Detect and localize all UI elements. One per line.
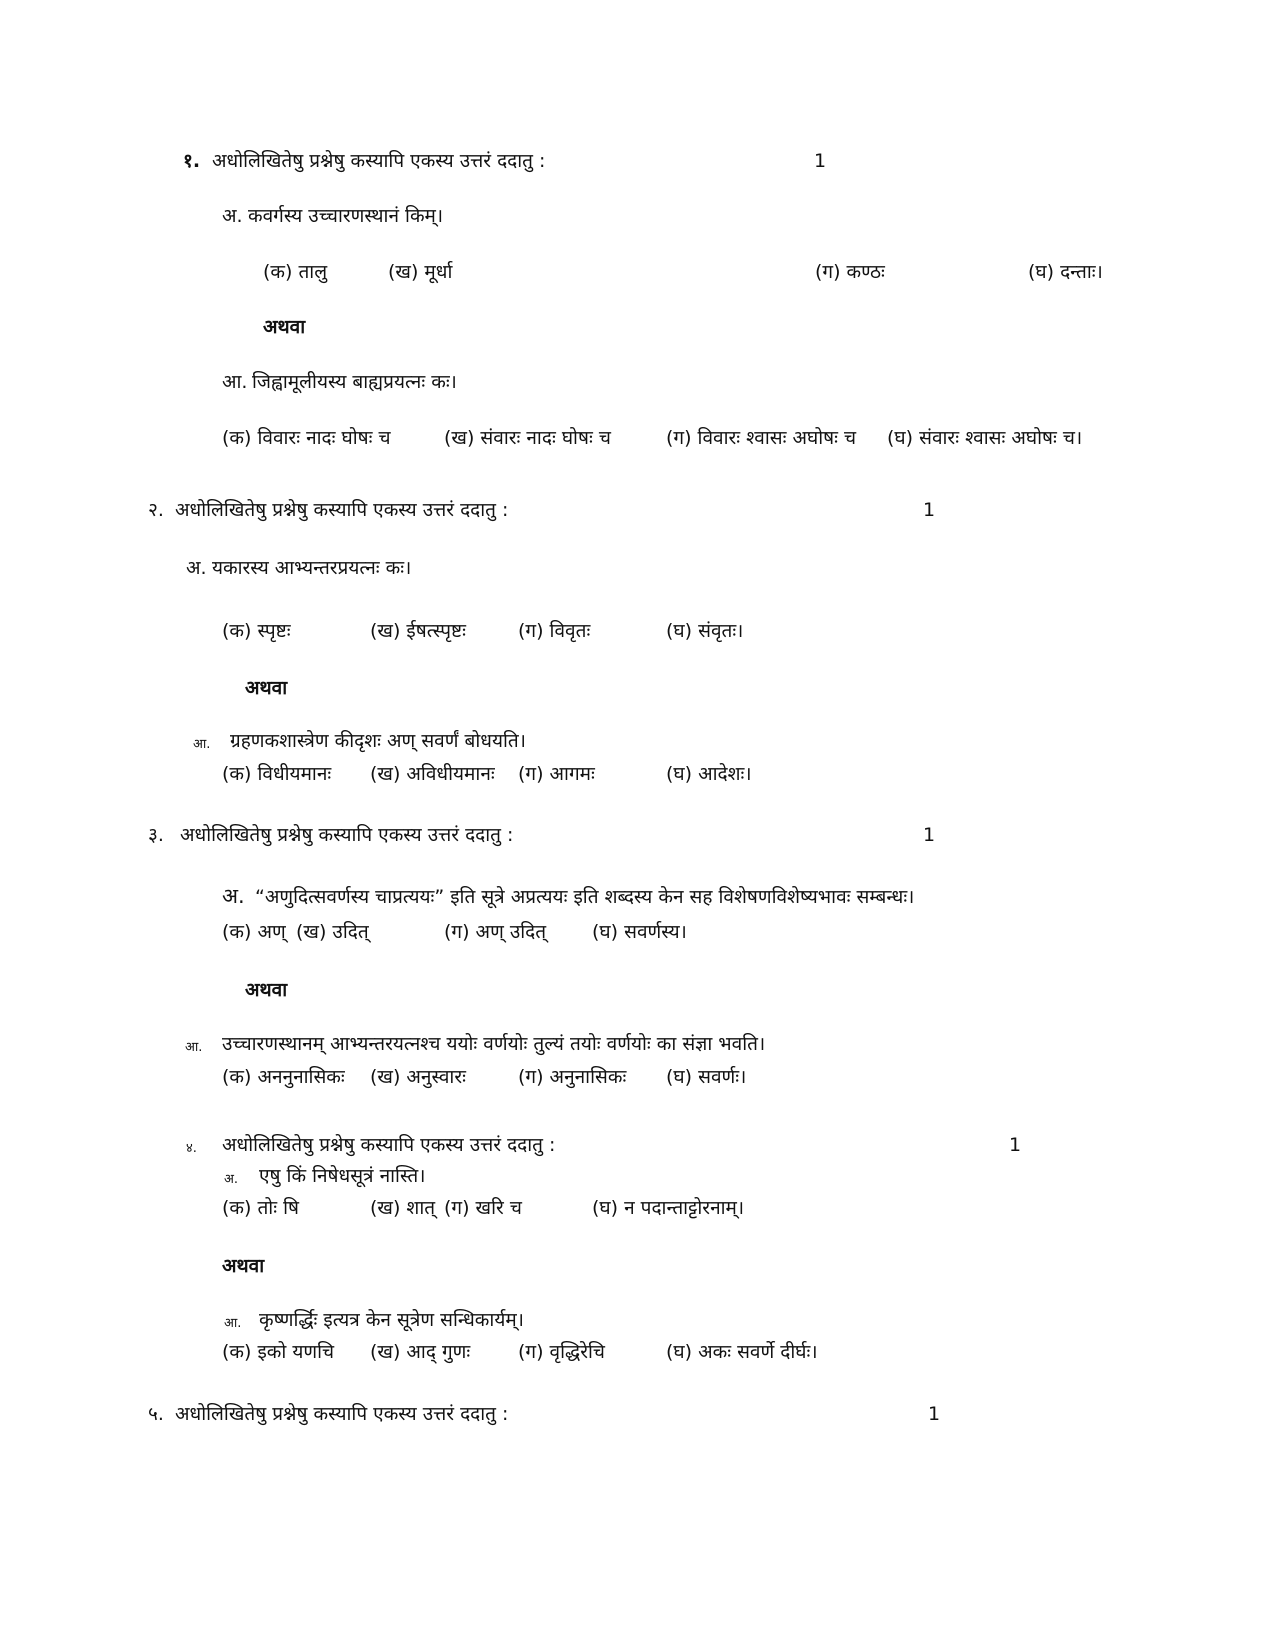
question-marks: 1	[923, 499, 936, 521]
option-gha: (घ) अकः सवर्णे दीर्घः।	[666, 1341, 818, 1363]
option-kha: (ख) उदित्	[296, 921, 369, 943]
option-ka: (क) तोः षि	[222, 1197, 299, 1219]
option-kha: (ख) संवारः नादः घोषः च	[444, 427, 611, 449]
option-ka: (क) इको यणचि	[222, 1341, 335, 1363]
option-ga: (ग) अनुनासिकः	[518, 1066, 627, 1088]
sub-question-label: अ.	[222, 884, 245, 908]
option-kha: (ख) शात्	[370, 1197, 436, 1219]
option-gha: (घ) सवर्णः।	[666, 1066, 747, 1088]
question-marks: 1	[923, 824, 936, 846]
question-heading: अधोलिखितेषु प्रश्नेषु कस्यापि एकस्य उत्तरं ददातु :	[212, 150, 546, 172]
sub-question-label: आ.	[222, 371, 248, 393]
question-number: १.	[183, 150, 201, 172]
option-ka: (क) विवारः नादः घोषः च	[222, 427, 391, 449]
option-kha: (ख) मूर्धा	[388, 261, 453, 283]
option-ka: (क) स्पृष्टः	[222, 620, 291, 642]
sub-question-label: अ.	[186, 557, 207, 579]
option-gha: (घ) दन्ताः।	[1028, 261, 1103, 283]
question-number: २.	[148, 499, 164, 521]
question-marks: 1	[1009, 1134, 1022, 1156]
question-heading: अधोलिखितेषु प्रश्नेषु कस्यापि एकस्य उत्तरं ददातु :	[175, 1403, 509, 1425]
sub-question-text: “अणुदित्सवर्णस्य चाप्रत्ययः” इति सूत्रे अप्रत्ययः इति शब्दस्य केन सह विशेषणविशेष्यभावः सम्बन्धः।	[255, 886, 915, 908]
option-ga: (ग) वृद्धिरेचि	[518, 1341, 605, 1363]
option-ka: (क) विधीयमानः	[222, 763, 332, 785]
option-kha: (ख) अविधीयमानः	[370, 763, 495, 785]
question-number: ४.	[186, 1141, 197, 1156]
option-ga: (ग) विवृतः	[518, 620, 591, 642]
question-number: ५.	[148, 1403, 164, 1425]
option-gha: (घ) न पदान्ताट्टोरनाम्।	[592, 1197, 745, 1219]
sub-question-text: एषु किं निषेधसूत्रं नास्ति।	[259, 1165, 426, 1187]
question-marks: 1	[814, 150, 827, 172]
question-heading: अधोलिखितेषु प्रश्नेषु कस्यापि एकस्य उत्तरं ददातु :	[175, 499, 509, 521]
option-ka: (क) अननुनासिकः	[222, 1066, 345, 1088]
sub-question-label: आ.	[193, 737, 211, 752]
sub-question-text: जिह्वामूलीयस्य बाह्यप्रयत्नः कः।	[252, 371, 457, 393]
option-gha: (घ) संवारः श्वासः अघोषः च।	[887, 427, 1083, 449]
sub-question-label: अ.	[222, 205, 243, 227]
option-ga: (ग) आगमः	[518, 763, 595, 785]
sub-question-text: कवर्गस्य उच्चारणस्थानं किम्।	[248, 205, 444, 227]
option-ga: (ग) खरि च	[444, 1197, 522, 1219]
question-marks: 1	[928, 1403, 941, 1425]
option-ka: (क) अण्	[222, 921, 286, 943]
sub-question-label: आ.	[224, 1316, 242, 1331]
option-ga: (ग) कण्ठः	[815, 261, 885, 283]
option-kha: (ख) आद् गुणः	[370, 1341, 471, 1363]
option-ka: (क) तालु	[263, 261, 328, 283]
option-kha: (ख) अनुस्वारः	[370, 1066, 466, 1088]
option-ga: (ग) अण् उदित्	[444, 921, 547, 943]
option-kha: (ख) ईषत्स्पृष्टः	[370, 620, 466, 642]
athava-label: अथवा	[222, 1255, 265, 1277]
sub-question-label: आ.	[185, 1040, 203, 1055]
athava-label: अथवा	[263, 316, 306, 338]
question-number: ३.	[148, 824, 164, 846]
sub-question-text: ग्रहणकशास्त्रेण कीदृशः अण् सवर्णं बोधयति।	[230, 730, 526, 752]
sub-question-text: उच्चारणस्थानम् आभ्यन्तरयत्नश्च ययोः वर्णयोः तुल्यं तयोः वर्णयोः का संज्ञा भवति।	[222, 1033, 766, 1055]
sub-question-label: अ.	[224, 1172, 239, 1187]
question-heading: अधोलिखितेषु प्रश्नेषु कस्यापि एकस्य उत्तरं ददातु :	[222, 1134, 556, 1156]
option-gha: (घ) आदेशः।	[666, 763, 752, 785]
athava-label: अथवा	[245, 979, 288, 1001]
option-gha: (घ) सवर्णस्य।	[592, 921, 687, 943]
option-ga: (ग) विवारः श्वासः अघोषः च	[666, 427, 857, 449]
sub-question-text: यकारस्य आभ्यन्तरप्रयत्नः कः।	[212, 557, 412, 579]
question-heading: अधोलिखितेषु प्रश्नेषु कस्यापि एकस्य उत्तरं ददातु :	[180, 824, 514, 846]
option-gha: (घ) संवृतः।	[666, 620, 744, 642]
athava-label: अथवा	[245, 677, 288, 699]
sub-question-text: कृष्णर्द्धिः इत्यत्र केन सूत्रेण सन्धिकार्यम्।	[259, 1309, 524, 1331]
